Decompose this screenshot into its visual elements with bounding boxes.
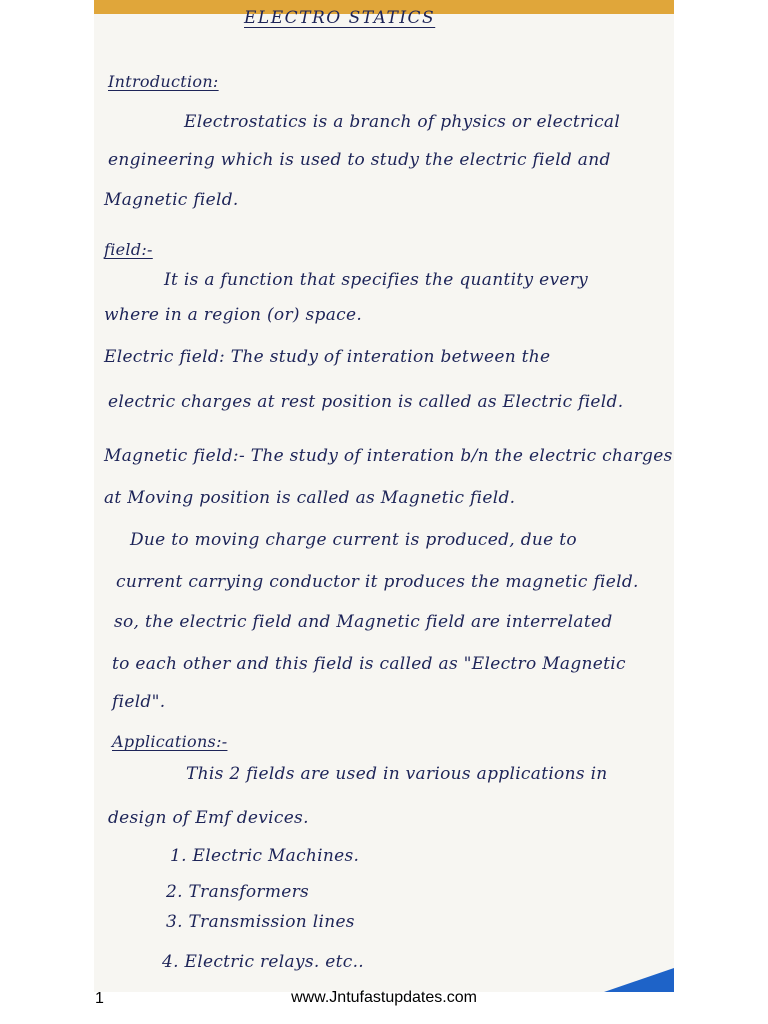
list-item: 4. Electric relays. etc.. bbox=[162, 952, 364, 972]
note-line: so, the electric field and Magnetic field are interrelated bbox=[114, 612, 613, 632]
page-number: 1 bbox=[95, 990, 104, 1007]
top-right-tape bbox=[640, 0, 674, 14]
heading-introduction: Introduction: bbox=[108, 72, 219, 91]
note-line: field". bbox=[112, 692, 166, 712]
note-line: It is a function that specifies the quantity every bbox=[164, 270, 589, 290]
notebook-page bbox=[94, 0, 674, 992]
note-line: engineering which is used to study the electric field and bbox=[108, 150, 611, 170]
note-line: Electric field: The study of interation between the bbox=[104, 347, 551, 367]
note-line: electric charges at rest position is called as Electric field. bbox=[108, 392, 624, 412]
note-line: Magnetic field:- The study of interation b/n the electric charges bbox=[104, 446, 673, 466]
list-item: 2. Transformers bbox=[166, 882, 310, 902]
list-item: 1. Electric Machines. bbox=[170, 846, 360, 866]
note-line: current carrying conductor it produces the magnetic field. bbox=[116, 572, 639, 592]
list-item: 3. Transmission lines bbox=[166, 912, 355, 932]
note-line: Electrostatics is a branch of physics or electrical bbox=[184, 112, 621, 132]
note-line: to each other and this field is called as "Electro Magnetic bbox=[112, 654, 626, 674]
heading-field: field:- bbox=[104, 240, 153, 259]
website-link[interactable]: www.Jntufastupdates.com bbox=[291, 989, 477, 1006]
page-title: ELECTRO STATICS bbox=[244, 8, 436, 28]
note-line: Due to moving charge current is produced, due to bbox=[130, 530, 577, 550]
note-line: design of Emf devices. bbox=[108, 808, 309, 828]
note-line: at Moving position is called as Magnetic field. bbox=[104, 488, 516, 508]
note-line: This 2 fields are used in various applications in bbox=[186, 764, 608, 784]
note-line: where in a region (or) space. bbox=[104, 305, 363, 325]
note-line: Magnetic field. bbox=[104, 190, 239, 210]
heading-applications: Applications:- bbox=[112, 732, 228, 751]
